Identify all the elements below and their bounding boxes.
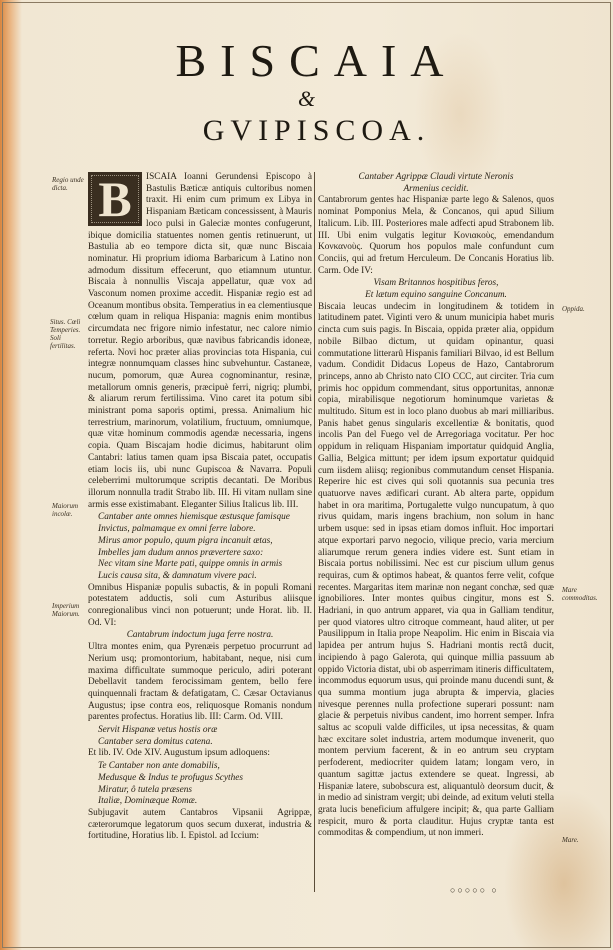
- margin-note-situs: Situs. Cœli Temperies. Soli fertilitas.: [50, 318, 81, 350]
- verse-line: Medusque & Indus te profugus Scythes: [98, 772, 244, 783]
- paragraph: Et lib. IV. Ode XIV. Augustum ipsum adloquens:: [88, 748, 270, 759]
- margin-note-imperium: Imperium Maiorum.: [52, 602, 80, 618]
- verse-line: Nec vitam sine Marte pati, quippe omnis in armis: [98, 559, 283, 570]
- verse-line: Te Cantaber non ante domabilis,: [98, 761, 220, 772]
- verse-line: Armenius cecidit.: [403, 183, 469, 194]
- margin-note-origin: Regio unde dicta.: [52, 176, 84, 192]
- verse-line: Visam Britannos hospitibus feros,: [373, 278, 499, 289]
- title-ampersand: &: [297, 86, 316, 111]
- verse-line: Invictus, palmamque ex omni ferre labore.: [98, 524, 256, 535]
- margin-note-maiorum: Maiorum incolæ.: [52, 502, 79, 518]
- verse-line: Servit Hispanæ vetus hostis oræ: [98, 725, 218, 736]
- page-subtitle: GVIPISCOA.: [202, 114, 431, 147]
- left-column: [88, 172, 312, 844]
- initial-letter: B: [98, 171, 132, 227]
- verse-line: Lucis causa sita, & damnatum vivere paci.: [98, 570, 257, 581]
- paragraph: Ultra montes enim, qua Pyrenæis perpetuo procurrunt ad Nerium usq; promontorium, habitabant, neque, nisi cum maxima difficultate summoque periculo, adiri poterant Debellavit tandem ferocissimam gentem, bello fere quinquennali fractam & defatigatam, C. Cæsar Octavianus Augustus; ipse contra eos, reliquosque Romanis nondum parentes profectus. Horatius lib. III: Carm. Od. VIII.: [88, 642, 312, 723]
- margin-note-mare-commoditas: Mare commoditas.: [562, 586, 598, 602]
- verse-line: Italiæ, Dominæque Romæ.: [98, 796, 198, 807]
- paragraph: Omnibus Hispaniæ populis subactis, & in populi Romani potestatem adductis, soli cum Asturibus aliisque conregionalibus vinci non potuerunt; unde Horat. lib. II. Od. VI:: [88, 582, 312, 628]
- paragraph: Biscaia leucas undecim in longitudinem & totidem in latitudinem patet. Viginti vero & unum municipia habet muris cincta cum suis pagis. In Biscaia, oppida præter alia, oppidum nobile Bilbao dictum, ut quidam opinantur, quasi commutatione litterarû Hispanis familiari Bilvao, id est Bellum vadum. Condidit Didacus Lopeus de Hazo, Cantabrorum princeps, anno ab Christo nato CIO CCC, aut circiter. Tria cum primis hoc oppidum commendant, situs opportunitas, annonæ copia, mirabilisque negotiorum hominumque varietas & multitudo. Situm est in loco plano duobus ab mari milliaribus. Panis habet genus singularis excellentiæ & bonitatis, quod incolis Pan del Fuego vel de Arregoriaga vocitatur. Per hoc oppidum in reliquam Hispaniam importatur quidquid Anglia, Gallia, Belgica mittunt; per idem ipsum exportatur quidquid cum iisdem aliisq; regionibus commutandum censet Hispania. Reperire hic est cives qui soli quotannis sua pecunia tres quatuorve naves ædificari curant. Ab altera parte, oppidum habet in ora maritima, Portugalette vulgo nuncupatum, à quo rivus quidam, maris ingens brachium, non solum in hanc urbem usque: sed in ipsas etiam domos influit. Hoc importari atque exportari parvo negocio, vilique precio, varia mercium aliarumque rerum genera indies videre est. Sunt etiam in Biscaia portus nobilissimi. Nec est cur piscium ullum genus requiras, cum & optimos habeat, & quantos ferre velit, cofque recentes. Margaritas item marinæ non negant conchæ, sed quæ ignobiliores. Inter montes quibus cingitur, mons est S. Hadriani, in quo antrum apparet, via qua in Galliam tenditur, per quod viatores ultro citroque commeant, haud aliter, ut per Pausilippum in Italia prope Neapolim. Hic enim in Biscaia via lapidea per antrum hujus S. Hadriani montis rectâ ducit, incipiendo à pago Galerota, qui quinque millia passuum ab oppido Victoria distat, ubi ob asperrimam itineris difficultatem, incommodus equorum usus, qui proinde manu ducendi sunt, & qua summa montium juga abrupta & impervia, glacies nivesque perennes nulla profectione superari possunt: nam glacie & perpetuis nivibus candent, imo horrent semper. Infra saltus ac scopuli valde difficiles, ut ipsa necessitas, & quam hæc excitare solet industria, artem modumque invenerit, quo montem pervium facerent, & in eo antrum seu cryptam perfoderent, mediocriter quidem latam; longam vero, in quantum sagittæ jactus extendere se queat. Ingressi, ab Hispaniæ latere, subobscura est, aliquantulò deorsum ducit, & in medio ad sinistram vergit; ubi deinde, ad exitum veluti stella grata lucis beneficium affulgere incipit; &, qua parte Galliam respicit, muro & porta clauditur. Hujus cryptæ tanta est commoditas & compendium, ut non immeri.: [318, 301, 554, 839]
- verse-line: Cantabrum indoctum juga ferre nostra.: [126, 630, 274, 641]
- verse-line: Mirus amor populo, quum pigra incanuit ætas,: [98, 535, 273, 546]
- verse-line: Cantaber sera domitus catena.: [98, 736, 213, 747]
- margin-note-oppida: Oppida.: [562, 305, 585, 313]
- verse-line: Miratur, ô tutela præsens: [98, 784, 193, 795]
- paragraph: Subjugavit autem Cantabros Vipsanii Agrippæ, cæterorumque legatorum quos secum duxerat, industria & fortitudine, Horatius lib. I. Epistol. ad Iccium:: [88, 807, 312, 842]
- verse-line: Et lætum equino sanguine Concanum.: [365, 290, 507, 301]
- verse-line: Cantaber ante omnes hiemisque æstusque famisque: [98, 512, 290, 523]
- decorated-initial: [88, 172, 142, 226]
- page-title: BISCAIA: [175, 35, 458, 86]
- verse-line: Imbelles jam dudum annos prævertere saxo:: [98, 547, 264, 558]
- margin-note-mare: Mare.: [562, 836, 579, 844]
- column-divider: [314, 172, 315, 892]
- paragraph: ISCAIA Ioanni Gerundensi Episcopo à Bastulis Bæticæ antiquis cultoribus nomen traxit. Hi enim cum primum ex Libya in Hispaniam Bæticam concessissent, à Mauris loco pulsi in Galeciæ montes confugerunt, ibique domicilia statuentes nomen gentis retinuerunt, ut Bastulia ab eo tempore dicta sit, quæ nunc Biscaia nominatur. Hi proprium idioma Barbaricum à Latino non admodum dissitum effecerunt, quo etiamnum utuntur. Biscaia à nonnullis Viscaja appellatur, quæ vox ad Vasconum nomen proxime accedit. Hispaniæ regio est ad Oceanum montibus obsita. Temperatius in ea clementiusque cœlum quam in reliqua Hispania: magnis enim montibus circumdata nec frigore nimio infestatur, nec calore nimio torretur. Regio arboribus, quæ navibus fabricandis idoneæ, referta. Novi hoc præter alias provincias tota Hispania, cui integræ nonnumquam classes hinc subvehuntur. Castaneæ, nucum, pomorum, quæ Aurea cognominantur, resinæ, metallorum omnis generis, præcipuè ferri, nigriq; plumbi, & aliarum rerum fertilissima. Vino caret ita potum sibi ministrant poma saporis optimi, pressa. Animalium hic terrestrium, marinorum, volatilium, fructuum, omniumque, quæ vitæ hominum commodis agendæ necessaria, ingens copia. Quam Biscajam hodie dicimus, habitarunt olim Cantabri: latius tamen quam ipsa Biscaia patet, occupatis etiam locis iis, ubi nunc Gupiscoa & Navarra. Populi celeberrimi multorumque scriptis decantati. De Moribus illorum nonnulla tradit Strabo lib. III. Hi vitam nullam sine armis esse existimabant. Eleganter Silius Italicus lib. III.: [88, 172, 312, 510]
- paragraph: Cantabrorum gentes hac Hispaniæ parte lego & Salenos, quos nominat Pomponius Mela, & Concanos, qui apud Silium Italicum. Lib. III. Posteriores male adfecti apud Strabonem lib. III. Ubi enim vulgatis legitur Κονιακοὺς, emendandum Κονκανοὺς. Quorum hos populos male confundunt cum Conciis, qui ad fretum Herculeum. De Concanis Horatius lib. Carm. Ode IV:: [318, 195, 554, 276]
- footer-ornament: ○○○○○ ○: [450, 885, 499, 895]
- right-column: [318, 172, 554, 841]
- verse-line: Cantaber Agrippæ Claudi virtute Neronis: [358, 172, 514, 182]
